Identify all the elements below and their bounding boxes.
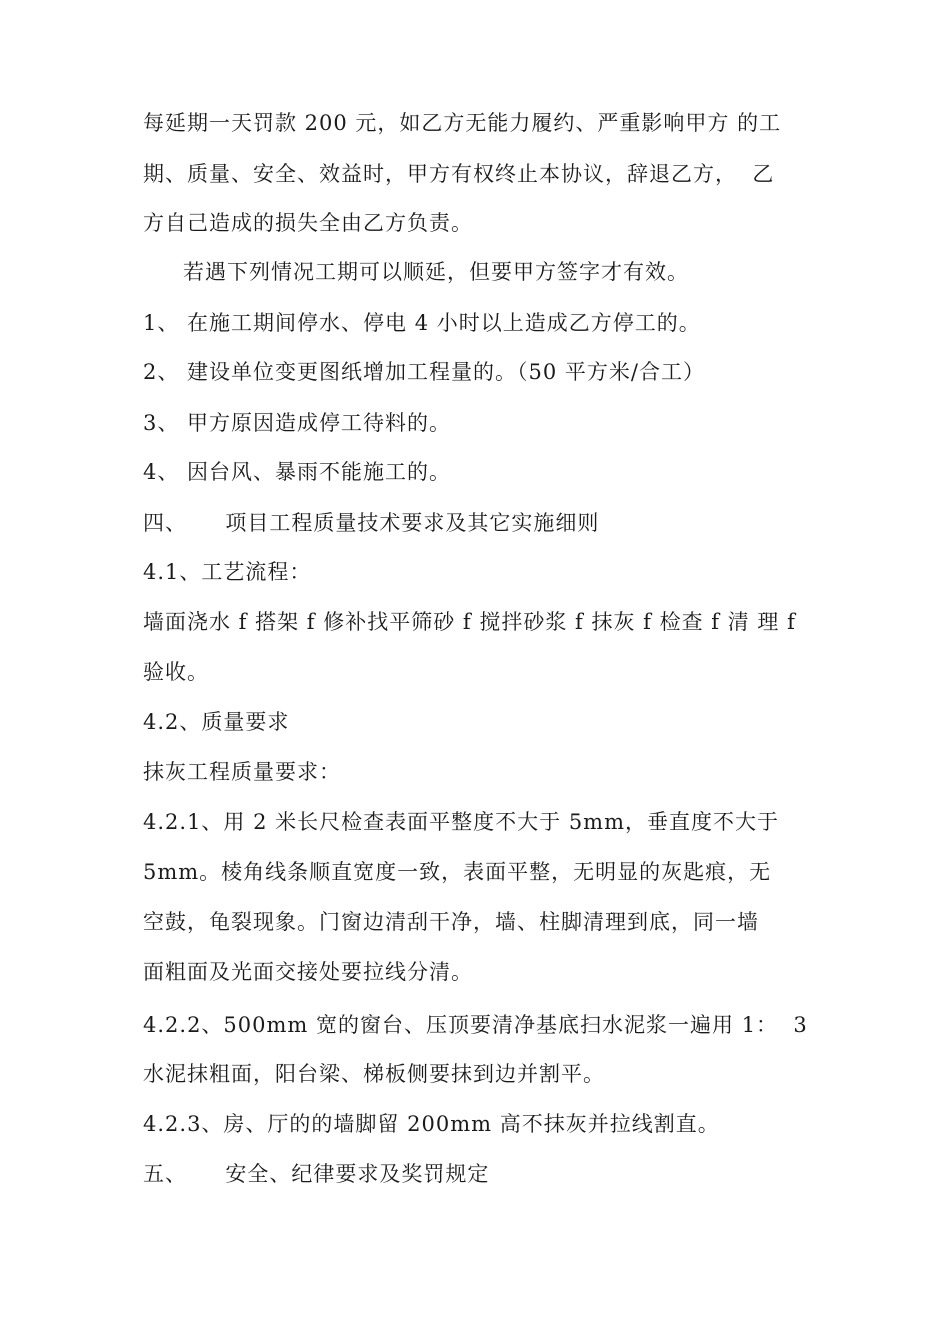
text-line-2: 期、质量、安全、效益时，甲方有权终止本协议，辞退乙方， 乙 bbox=[143, 162, 775, 186]
text-line-4: 若遇下列情况工期可以顺延，但要甲方签字才有效。 bbox=[183, 260, 689, 284]
section-heading-4: 四、 项目工程质量技术要求及其它实施细则 bbox=[143, 511, 600, 535]
list-item-4: 4、 因台风、暴雨不能施工的。 bbox=[143, 460, 452, 484]
section-heading-5: 五、 安全、纪律要求及奖罚规定 bbox=[143, 1162, 490, 1186]
subsection-heading-4-1: 4.1、工艺流程： bbox=[143, 560, 312, 584]
subsection-heading-4-2: 4.2、质量要求 bbox=[143, 710, 290, 734]
text-line-process-end: 验收。 bbox=[143, 660, 209, 684]
text-line-quality-title: 抹灰工程质量要求： bbox=[143, 760, 341, 784]
text-line-4-2-1-b: 5mm。棱角线条顺直宽度一致，表面平整，无明显的灰匙痕，无 bbox=[143, 860, 772, 884]
text-line-4-2-1-c: 空鼓，龟裂现象。门窗边清刮干净，墙、柱脚清理到底，同一墙 bbox=[143, 910, 759, 934]
text-line-4-2-2-b: 水泥抹粗面，阳台梁、梯板侧要抹到边并割平。 bbox=[143, 1062, 605, 1086]
text-line-1: 每延期一天罚款 200 元，如乙方无能力履约、严重影响甲方 的工 bbox=[143, 111, 782, 135]
list-item-1: 1、 在施工期间停水、停电 4 小时以上造成乙方停工的。 bbox=[143, 311, 701, 335]
text-line-4-2-1-d: 面粗面及光面交接处要拉线分清。 bbox=[143, 960, 473, 984]
text-line-3: 方自己造成的损失全由乙方负责。 bbox=[143, 211, 473, 235]
list-item-2: 2、 建设单位变更图纸增加工程量的。（50 平方米/合工） bbox=[143, 360, 706, 384]
text-line-process: 墙面浇水 f 搭架 f 修补找平筛砂 f 搅拌砂浆 f 抹灰 f 检查 f 清 理 f bbox=[143, 610, 796, 634]
list-item-3: 3、 甲方原因造成停工待料的。 bbox=[143, 411, 452, 435]
text-line-4-2-3: 4.2.3、房、厅的的墙脚留 200mm 高不抹灰并拉线割直。 bbox=[143, 1112, 720, 1136]
text-line-4-2-1-a: 4.2.1、用 2 米长尺检查表面平整度不大于 5mm，垂直度不大于 bbox=[143, 810, 780, 834]
text-line-4-2-2-a: 4.2.2、500mm 宽的窗台、压顶要清净基底扫水泥浆一遍用 1： 3 bbox=[143, 1013, 808, 1037]
